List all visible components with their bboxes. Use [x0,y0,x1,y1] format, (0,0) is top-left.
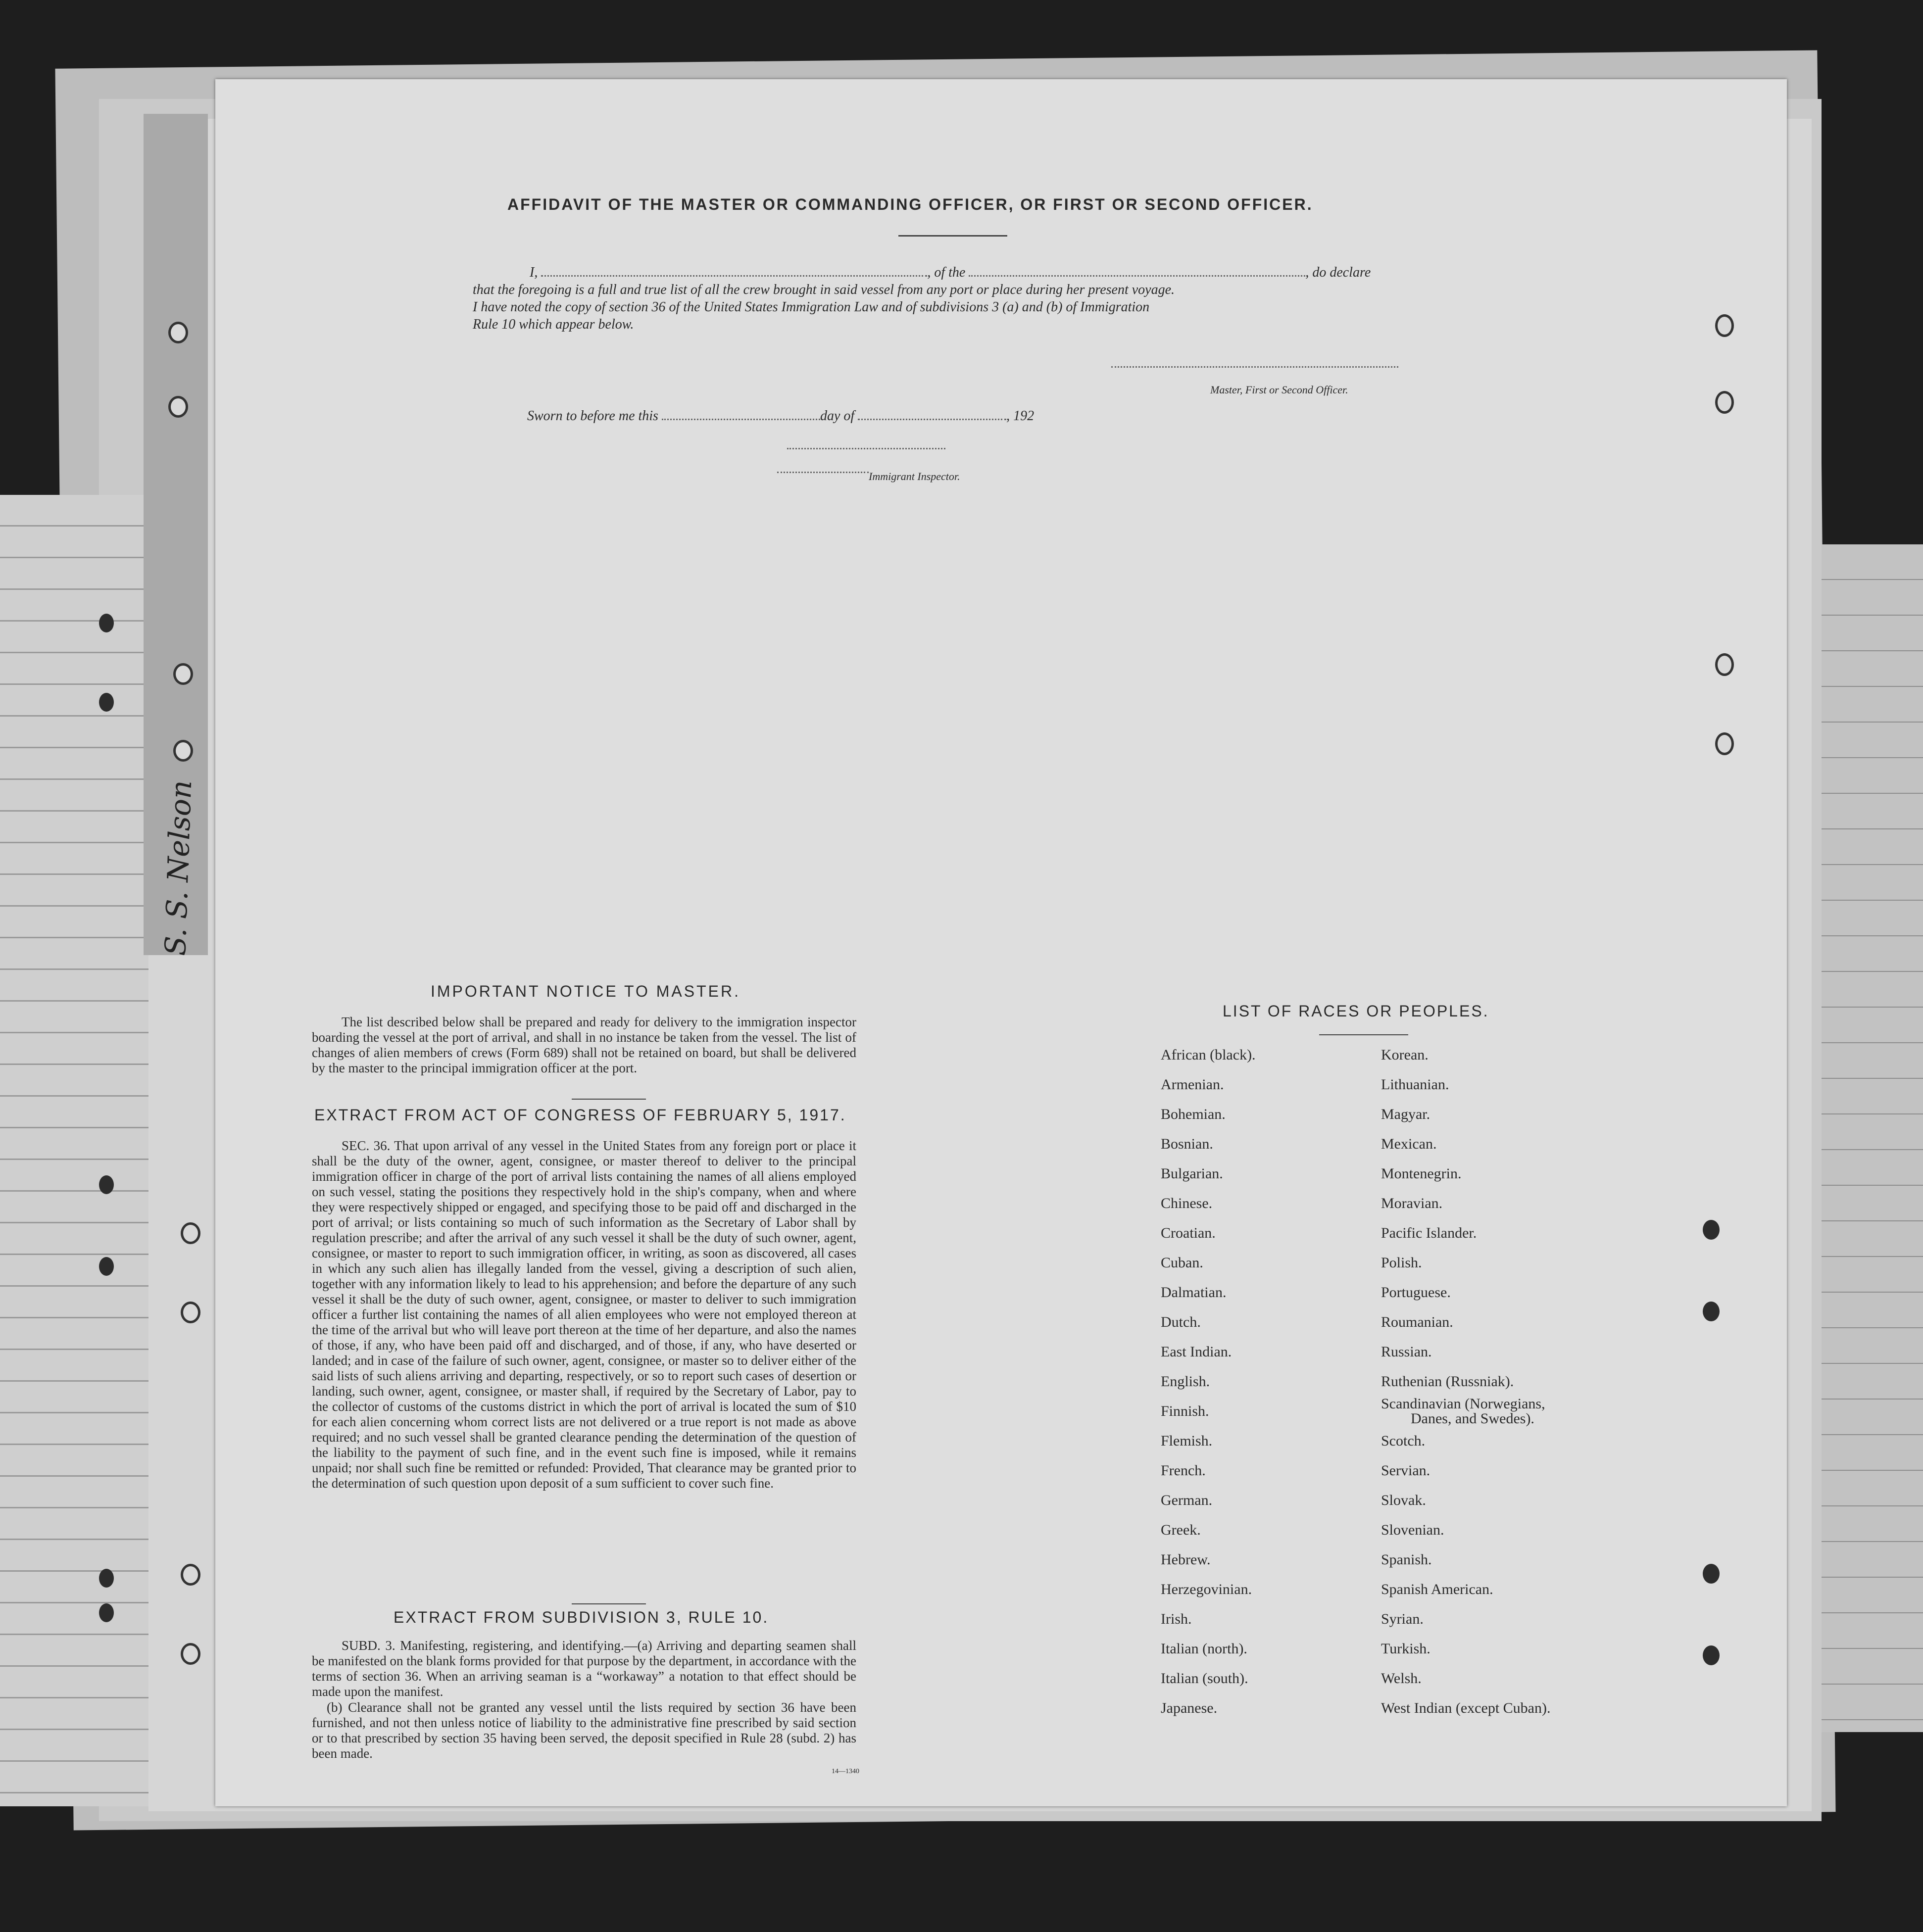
sworn-line [527,408,1034,424]
punch-hole [168,322,188,343]
race-item: Flemish. [1161,1433,1213,1449]
race-item: Croatian. [1161,1225,1216,1241]
race-item: Irish. [1161,1611,1192,1627]
divider [572,1099,646,1100]
ledger-page-edge [0,495,148,1806]
race-item: Chinese. [1161,1195,1213,1211]
race-item: Bulgarian. [1161,1165,1223,1182]
divider [1319,1034,1408,1035]
form-number: 14—1340 [832,1768,859,1775]
race-item: Portuguese. [1381,1284,1451,1301]
race-item: Italian (north). [1161,1641,1247,1657]
sworn-start: Sworn to before me this [527,408,658,424]
race-item: Moravian. [1381,1195,1443,1211]
vessel-field[interactable] [969,275,1305,277]
punch-hole [1703,1645,1720,1665]
race-item: Italian (south). [1161,1670,1248,1687]
race-item: Scotch. [1381,1433,1426,1449]
punch-hole [1703,1564,1720,1584]
race-item: Bohemian. [1161,1106,1226,1122]
rule-extract-para-b: (b) Clearance shall not be granted any vessel until the lists required by section 36 have been furnished, and not then unless notice of liability to the administrative fine prescribed by said section or to that prescribed by section 35 having been served, the deposit specified in Rule 28 (subd. 2) has been made. [312,1700,856,1761]
punch-hole [1703,1302,1720,1321]
race-item: Scandinavian (Norwegians, [1381,1396,1545,1412]
race-item: East Indian. [1161,1344,1232,1360]
race-item: Japanese. [1161,1700,1218,1716]
master-signature-field[interactable] [1111,366,1398,368]
race-item: African (black). [1161,1047,1256,1063]
race-item: Korean. [1381,1047,1429,1063]
punch-hole [1715,653,1734,676]
race-item: Magyar. [1381,1106,1430,1122]
name-field[interactable] [541,275,927,277]
punch-hole [1715,391,1734,414]
race-item: Dalmatian. [1161,1284,1227,1301]
race-item: Roumanian. [1381,1314,1453,1330]
race-item: Greek. [1161,1522,1201,1538]
sworn-date-field[interactable] [662,419,820,420]
race-item: Finnish. [1161,1403,1209,1419]
affidavit-line3: I have noted the copy of section 36 of the United States Immigration Law and of subdivisions 3 (a) and (b) of Immigration [473,299,1150,315]
margin-handwriting: S. S. Nelson [158,779,198,957]
race-item: West Indian (except Cuban). [1381,1700,1551,1716]
divider [898,235,1007,237]
signature-caption: Master, First or Second Officer. [1210,384,1348,396]
race-item: Montenegrin. [1381,1165,1462,1182]
race-item: Hebrew. [1161,1551,1211,1568]
race-item: Welsh. [1381,1670,1422,1687]
race-item: Spanish. [1381,1551,1432,1568]
ledger-page-edge [1822,544,1923,1732]
punch-hole [99,1569,114,1588]
race-item: Ruthenian (Russniak). [1381,1373,1514,1390]
punch-hole [99,1603,114,1622]
punch-hole [99,693,114,712]
punch-hole [181,1643,200,1665]
sworn-day: day of [820,408,855,424]
document-page [215,79,1787,1806]
race-item: Spanish American. [1381,1581,1493,1597]
race-item: Turkish. [1381,1641,1430,1657]
punch-hole [181,1222,200,1244]
punch-hole [173,740,193,762]
race-item: German. [1161,1492,1213,1508]
punch-hole [173,663,193,685]
punch-hole [1703,1220,1720,1240]
race-item: Cuban. [1161,1255,1203,1271]
affidavit-line2: that the foregoing is a full and true list of all the crew brought in said vessel from any port or place during her present voyage. [473,282,1175,297]
race-item: Danes, and Swedes). [1411,1410,1534,1427]
notice-body: The list described below shall be prepared and ready for delivery to the immigration inspector boarding the vessel at the port of arrival, and shall in no instance be taken from the vessel. The list of changes of alien members of crews (Form 689) shall not be retained on board, but shall be delivered by the master to the principal immigration officer at the port. [312,1014,856,1075]
punch-hole [99,1257,114,1276]
punch-hole [99,1175,114,1194]
race-item: English. [1161,1373,1210,1390]
act-extract-title: EXTRACT FROM ACT OF CONGRESS OF FEBRUARY 5, 1917. [314,1106,846,1124]
race-item: Syrian. [1381,1611,1424,1627]
affidavit-line4: Rule 10 which appear below. [473,317,634,332]
race-item: Armenian. [1161,1076,1224,1093]
race-item: Lithuanian. [1381,1076,1449,1093]
race-item: Pacific Islander. [1381,1225,1477,1241]
inspector-signature-field[interactable] [777,472,869,473]
sworn-month-field[interactable] [858,419,1006,420]
race-item: Dutch. [1161,1314,1201,1330]
race-item: Servian. [1381,1462,1430,1479]
races-title: LIST OF RACES OR PEOPLES. [1223,1002,1489,1020]
race-item: Russian. [1381,1344,1432,1360]
affidavit-line1-end: , do declare [1305,265,1371,280]
rule-extract-title: EXTRACT FROM SUBDIVISION 3, RULE 10. [394,1608,769,1626]
race-item: Slovak. [1381,1492,1426,1508]
act-extract-body: SEC. 36. That upon arrival of any vessel in the United States from any foreign port or place it shall be the duty of the owner, agent, consignee, or master thereof to deliver to the principal immigration officer in charge of the port of arrival lists containing the names of all aliens employed on such vessel, stating the positions they respectively hold in the ship's company, when and where they were respectively shipped or engaged, and specifying those to be paid off and discharged in the port of arrival; or lists containing so much of such information as the Secretary of Labor shall by regulation prescribe; and after the arrival of any such vessel it shall be the duty of such owner, agent, consignee, or master to report to such immigration officer, in writing, as soon as discovered, all cases in which any such alien has illegally landed from the vessel, giving a description of such alien, together with any information likely to lead to his apprehension; and before the departure of any such vessel it shall be the duty of such owner, agent, consignee, or master to deliver to such immigration officer a further list containing the names of all alien employees who were not employed thereon at the time of the arrival but who will leave port thereon at the time of her departure, and also the names of those, if any, who have been paid off and discharged, and of those, if any, who have deserted or landed; and in case of the failure of such owner, agent, consignee, or master so to deliver either of the said lists of such aliens arriving and departing, respectively, or so to report such cases of desertion or landing, such owner, agent, consignee, or master shall, if required by the Secretary of Labor, pay to the collector of customs of the customs district in which the port of arrival is located the sum of $10 for each alien concerning whom correct lists are not delivered or a true report is not made as above required; and no such vessel shall be granted clearance pending the determination of the question of the liability to the payment of such fine, and in the event such fine is imposed, while it remains unpaid; nor shall such fine be remitted or refunded: Provided, That clearance may be granted prior to the determination of such question upon deposit of a sum sufficient to cover such fine. [312,1138,856,1491]
divider [572,1603,646,1604]
race-item: Herzegovinian. [1161,1581,1252,1597]
affidavit-line1-start: I, [530,265,538,280]
punch-hole [181,1302,200,1323]
race-item: Polish. [1381,1255,1422,1271]
punch-hole [99,614,114,632]
affidavit-title: AFFIDAVIT OF THE MASTER OR COMMANDING OFFICER, OR FIRST OR SECOND OFFICER. [507,195,1313,213]
race-item: French. [1161,1462,1206,1479]
punch-hole [1715,314,1734,337]
inspector-caption: Immigrant Inspector. [869,470,960,483]
race-item: Slovenian. [1381,1522,1444,1538]
punch-hole [168,396,188,418]
affidavit-line1 [530,265,1371,281]
inspector-signature-field[interactable] [787,448,945,449]
punch-hole [181,1564,200,1586]
notice-title: IMPORTANT NOTICE TO MASTER. [431,982,740,1000]
race-item: Mexican. [1381,1136,1437,1152]
affidavit-line1-of: , of the [927,265,966,280]
punch-hole [1715,732,1734,755]
race-item: Bosnian. [1161,1136,1213,1152]
sworn-year: , 192 [1006,408,1035,424]
rule-extract-para-a: SUBD. 3. Manifesting, registering, and identifying.—(a) Arriving and departing seamen shall be manifested on the blank forms provided for that purpose by the department, in accordance with the terms of section 36. When an arriving seaman is a “workaway” a notation to that effect should be made upon the manifest. [312,1638,856,1699]
